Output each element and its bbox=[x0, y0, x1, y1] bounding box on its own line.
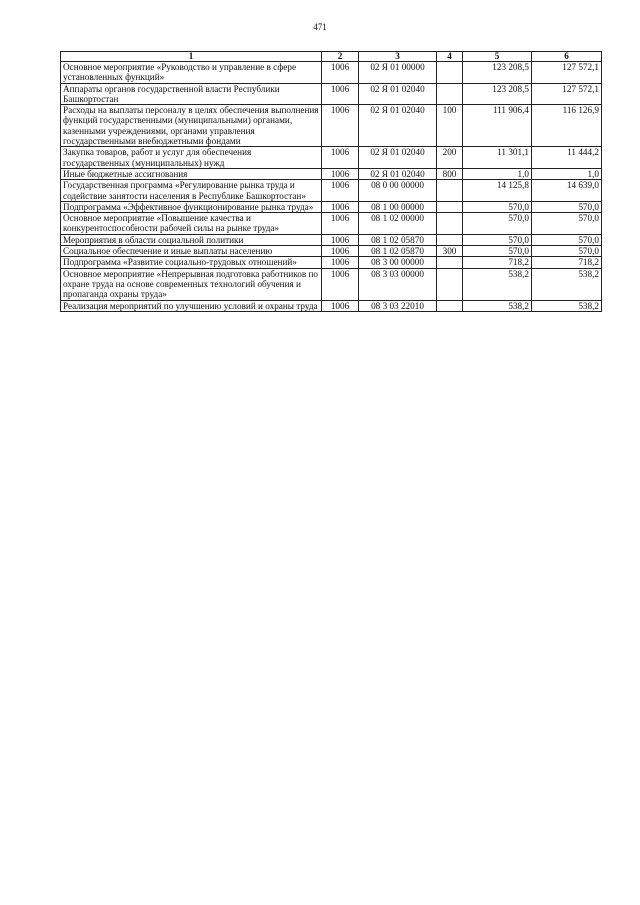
row-amount-col5: 111 906,4 bbox=[463, 105, 532, 147]
row-expense-type bbox=[437, 257, 463, 268]
row-section-code: 1006 bbox=[322, 62, 359, 84]
row-target-code: 02 Я 01 02040 bbox=[359, 168, 437, 179]
row-expense-type bbox=[437, 234, 463, 245]
row-amount-col5: 570,0 bbox=[463, 213, 532, 235]
row-amount-col5: 11 301,1 bbox=[463, 147, 532, 169]
row-target-code: 08 3 00 00000 bbox=[359, 257, 437, 268]
row-amount-col5: 538,2 bbox=[463, 300, 532, 311]
table-row bbox=[61, 62, 602, 84]
row-name: Государственная программа «Регулирование рынка труда и содействие занятости населения в Республике Башкортостан» bbox=[61, 180, 322, 202]
row-amount-col6: 538,2 bbox=[532, 300, 602, 311]
row-name: Расходы на выплаты персоналу в целях обеспечения выполнения функций государственными (муниципальными) органами, казенными учреждениями, органами управления государственными внебюджетными фондами bbox=[61, 105, 322, 147]
row-target-code: 08 1 02 05870 bbox=[359, 234, 437, 245]
row-amount-col5: 570,0 bbox=[463, 234, 532, 245]
table-row bbox=[61, 257, 602, 268]
row-section-code: 1006 bbox=[322, 213, 359, 235]
budget-table bbox=[60, 51, 602, 312]
column-header: 1 bbox=[61, 52, 322, 62]
row-amount-col6: 570,0 bbox=[532, 213, 602, 235]
table-row bbox=[61, 83, 602, 105]
column-header: 3 bbox=[359, 52, 437, 62]
row-amount-col6: 1,0 bbox=[532, 168, 602, 179]
row-expense-type bbox=[437, 62, 463, 84]
row-expense-type bbox=[437, 201, 463, 212]
row-target-code: 08 1 00 00000 bbox=[359, 201, 437, 212]
row-name: Иные бюджетные ассигнования bbox=[61, 168, 322, 179]
row-expense-type bbox=[437, 213, 463, 235]
row-section-code: 1006 bbox=[322, 83, 359, 105]
row-amount-col5: 570,0 bbox=[463, 246, 532, 257]
table-body bbox=[61, 62, 602, 312]
row-section-code: 1006 bbox=[322, 168, 359, 179]
column-header: 4 bbox=[437, 52, 463, 62]
row-name: Основное мероприятие «Руководство и управление в сфере установленных функций» bbox=[61, 62, 322, 84]
table-row bbox=[61, 234, 602, 245]
column-header: 2 bbox=[322, 52, 359, 62]
row-target-code: 02 Я 01 02040 bbox=[359, 105, 437, 147]
table-row bbox=[61, 213, 602, 235]
row-amount-col6: 718,2 bbox=[532, 257, 602, 268]
row-expense-type bbox=[437, 268, 463, 300]
page-number: 471 bbox=[313, 22, 327, 32]
column-header: 5 bbox=[463, 52, 532, 62]
column-header: 6 bbox=[532, 52, 602, 62]
row-target-code: 02 Я 01 02040 bbox=[359, 147, 437, 169]
table-row bbox=[61, 201, 602, 212]
row-expense-type: 200 bbox=[437, 147, 463, 169]
row-name: Подпрограмма «Эффективное функционирование рынка труда» bbox=[61, 201, 322, 212]
table-header-row bbox=[61, 52, 602, 62]
row-amount-col5: 123 208,5 bbox=[463, 62, 532, 84]
row-section-code: 1006 bbox=[322, 201, 359, 212]
table-row bbox=[61, 300, 602, 311]
row-expense-type: 100 bbox=[437, 105, 463, 147]
row-expense-type bbox=[437, 180, 463, 202]
row-target-code: 02 Я 01 02040 bbox=[359, 83, 437, 105]
row-expense-type: 800 bbox=[437, 168, 463, 179]
row-amount-col6: 570,0 bbox=[532, 201, 602, 212]
row-target-code: 08 3 03 22010 bbox=[359, 300, 437, 311]
table-row bbox=[61, 180, 602, 202]
row-name: Подпрограмма «Развитие социально-трудовых отношений» bbox=[61, 257, 322, 268]
row-name: Реализация мероприятий по улучшению условий и охраны труда bbox=[61, 300, 322, 311]
row-amount-col6: 127 572,1 bbox=[532, 62, 602, 84]
row-expense-type: 300 bbox=[437, 246, 463, 257]
row-amount-col5: 14 125,8 bbox=[463, 180, 532, 202]
row-section-code: 1006 bbox=[322, 147, 359, 169]
row-expense-type bbox=[437, 83, 463, 105]
row-amount-col6: 538,2 bbox=[532, 268, 602, 300]
row-amount-col6: 570,0 bbox=[532, 246, 602, 257]
row-amount-col6: 570,0 bbox=[532, 234, 602, 245]
table-row bbox=[61, 168, 602, 179]
row-amount-col5: 570,0 bbox=[463, 201, 532, 212]
row-amount-col6: 127 572,1 bbox=[532, 83, 602, 105]
row-target-code: 08 1 02 00000 bbox=[359, 213, 437, 235]
row-amount-col6: 11 444,2 bbox=[532, 147, 602, 169]
row-target-code: 02 Я 01 00000 bbox=[359, 62, 437, 84]
row-name: Мероприятия в области социальной политики bbox=[61, 234, 322, 245]
row-section-code: 1006 bbox=[322, 257, 359, 268]
row-section-code: 1006 bbox=[322, 105, 359, 147]
row-amount-col5: 718,2 bbox=[463, 257, 532, 268]
table-row bbox=[61, 105, 602, 147]
table-row bbox=[61, 246, 602, 257]
row-name: Аппараты органов государственной власти Республики Башкортостан bbox=[61, 83, 322, 105]
row-amount-col6: 116 126,9 bbox=[532, 105, 602, 147]
row-section-code: 1006 bbox=[322, 234, 359, 245]
row-amount-col5: 1,0 bbox=[463, 168, 532, 179]
row-target-code: 08 3 03 00000 bbox=[359, 268, 437, 300]
row-name: Основное мероприятие «Непрерывная подготовка работников по охране труда на основе современных технологий обучения и пропаганда охраны труда» bbox=[61, 268, 322, 300]
row-amount-col6: 14 639,0 bbox=[532, 180, 602, 202]
row-section-code: 1006 bbox=[322, 246, 359, 257]
row-section-code: 1006 bbox=[322, 268, 359, 300]
row-name: Закупка товаров, работ и услуг для обеспечения государственных (муниципальных) нужд bbox=[61, 147, 322, 169]
row-name: Основное мероприятие «Повышение качества и конкурентоспособности рабочей силы на рынке труда» bbox=[61, 213, 322, 235]
row-amount-col5: 538,2 bbox=[463, 268, 532, 300]
row-section-code: 1006 bbox=[322, 180, 359, 202]
row-name: Социальное обеспечение и иные выплаты населению bbox=[61, 246, 322, 257]
row-target-code: 08 0 00 00000 bbox=[359, 180, 437, 202]
table-row bbox=[61, 147, 602, 169]
row-expense-type bbox=[437, 300, 463, 311]
row-target-code: 08 1 02 05870 bbox=[359, 246, 437, 257]
row-amount-col5: 123 208,5 bbox=[463, 83, 532, 105]
table-row bbox=[61, 268, 602, 300]
row-section-code: 1006 bbox=[322, 300, 359, 311]
